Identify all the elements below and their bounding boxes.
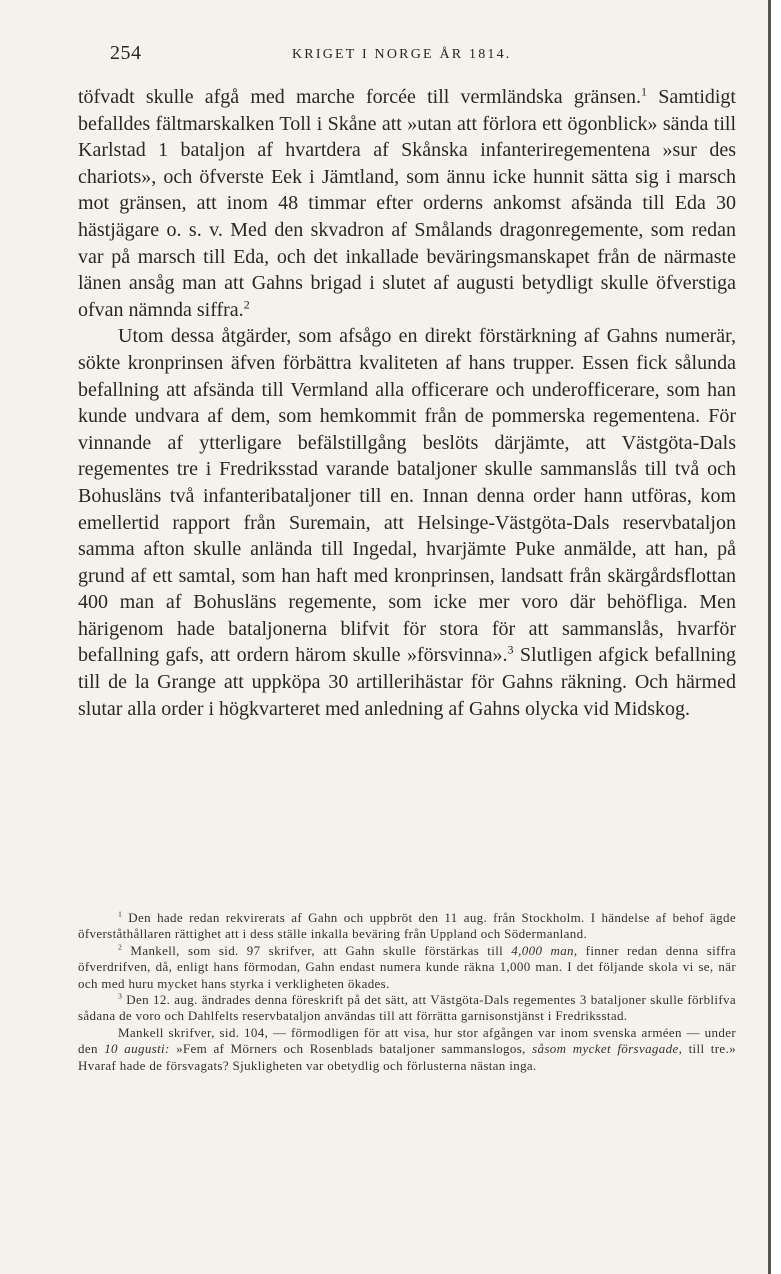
footnote-3-continuation xyxy=(78,1025,736,1074)
footnote-2-text-a: Mankell, som sid. 97 skrifver, att Gahn skulle förstärkas till xyxy=(122,942,512,958)
footnote-3-cont-italic-b: såsom mycket försvagade, xyxy=(532,1041,683,1057)
footnote-3-cont-italic-a: 10 augusti: xyxy=(104,1041,170,1057)
footnote-2 xyxy=(78,943,736,992)
footnote-1 xyxy=(78,910,736,943)
paragraph-2 xyxy=(78,323,736,722)
footnote-3-cont-a: Mankell skrifver, sid. 104, — förmodligen för att visa, hur stor afgången var inom svenska arméen — under den xyxy=(78,1024,736,1057)
paragraph-2-text-b: Slutligen afgick befallning till de la Grange att uppköpa 30 artillerihästar för Gahns räkning. Och härmed slutar alla order i högkvarteret med anledning af Gahns olycka vid Midskog. xyxy=(78,644,737,720)
paragraph-1 xyxy=(78,84,736,323)
running-head: KRIGET I NORGE ÅR 1814. xyxy=(292,47,512,62)
footnote-2-text-b: finner redan denna siffra öfverdrifven, då, enligt hans förmodan, Gahn endast numera kunde räkna 1,000 man. I det följande skola vi se, när och med huru mycket hans styrka i verkligheten ökades. xyxy=(78,942,736,991)
footnote-ref-3: 3 xyxy=(507,642,514,657)
paragraph-1-text-b: Samtidigt befalldes fältmarskalken Toll i Skåne att »utan att förlora ett ögonblick» sända till Karlstad 1 bataljon af hvartdera af Skånska infanteriregementena »sur des chariots», och öfverste Eek i Jämtland, som ännu icke hunnit sätta sig i marsch mot gränsen, att inom 48 timmar efter orderns ankomst afsända till Eda 30 hästjägare o. s. v. Med den skvadron af Smålands dragonregemente, som redan var på marsch till Eda, och det inkallade beväringsmanskapet från de närmaste länen ansåg man att Gahns brigad i slutet af augusti betydligt skulle öfverstiga ofvan nämnda siffra. xyxy=(78,86,736,321)
footnote-ref-1: 1 xyxy=(641,84,648,99)
paragraph-1-text-a: töfvadt skulle afgå med marche forcée till vermländska gränsen. xyxy=(78,86,642,108)
page-margin-strip xyxy=(771,0,781,1274)
footnote-3-cont-b: »Fem af Mörners och Rosenblads bataljoner sammanslogos, xyxy=(169,1041,533,1057)
footnote-3-mark: 3 xyxy=(118,991,123,1001)
footnote-ref-2: 2 xyxy=(243,297,250,312)
main-text xyxy=(78,84,736,722)
footnote-2-mark: 2 xyxy=(118,942,123,952)
page-header xyxy=(110,42,650,70)
paragraph-2-text-a: Utom dessa åtgärder, som afsågo en direkt förstärkning af Gahns numerär, sökte kronprinsen äfven förbättra kvaliteten af hans trupper. Essen fick sålunda befallning att afsända till Vermland alla officerare och underofficerare, som han kunde undvara af dem, som hemkommit från de pommerska regementena. För vinnande af ytterligare befälstillgång beslöts därjämte, att Västgöta-Dals regementes tre i Fredriksstad varande bataljoner skulle sammanslås till två och Bohusläns två infanteribataljoner till en. Innan denna order hann utföras, kom emellertid rapport från Suremain, att Helsinge-Västgöta-Dals reservbataljon samma afton skulle anlända till Ingedal, hvarjämte Puke anmälde, att han, på grund af ett samtal, som han haft med kronprinsen, landsatt från skärgårdsflottan 400 man af Bohusläns regemente, som icke mer voro där behöfliga. Men härigenom hade bataljonerna blifvit för stora för att sammanslås, hvarför befallning gafs, att ordern härom skulle »försvinna». xyxy=(78,325,736,667)
footnote-3-text: Den 12. aug. ändrades denna föreskrift på det sätt, att Västgöta-Dals regementes 3 bataljoner skulle förblifva sådana de voro och Dahlfelts reservbataljon användas till att förrätta garnisonstjänst i Fredriksstad. xyxy=(78,992,736,1024)
footnote-1-mark: 1 xyxy=(118,909,123,919)
footnote-3 xyxy=(78,992,736,1025)
footnote-3-cont-c: till tre.» Hvaraf hade de försvagats? Sjukligheten var obetydlig och förlusterna nästan inga. xyxy=(78,1041,736,1073)
footnote-1-text: Den hade redan rekvirerats af Gahn och uppbröt den 11 aug. från Stockholm. I händelse af behof ägde öfverståthållaren rättighet att i dess ställe inkalla beväring från Uppland och Södermanland. xyxy=(78,910,736,942)
footnotes xyxy=(78,910,736,1074)
footnote-2-italic: 4,000 man, xyxy=(511,942,578,958)
page-number: 254 xyxy=(110,42,142,64)
